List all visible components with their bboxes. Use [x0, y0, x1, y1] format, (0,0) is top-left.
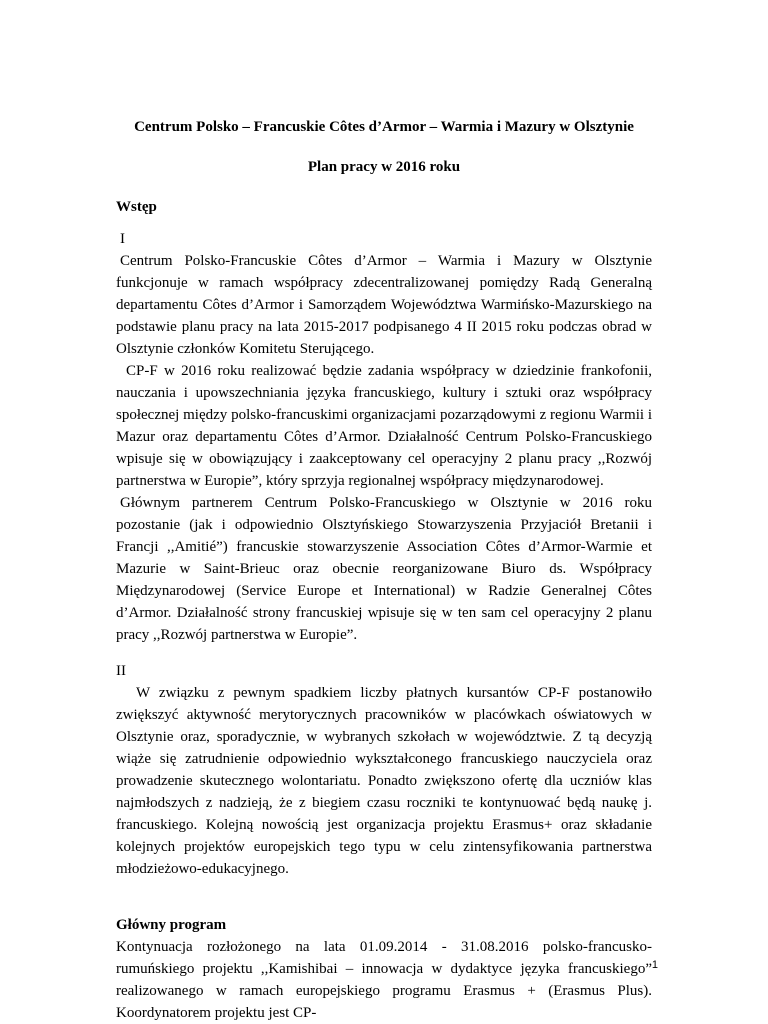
- intro-heading: Wstęp: [116, 199, 157, 215]
- paragraph-intro-1: Centrum Polsko-Francuskie Côtes d’Armor – Warmia i Mazury w Olsztynie funkcjonuje w ramach współpracy zdecentralizowanej pomiędzy Radą Generalną departamentu Côtes d’Armor i Samorządem Województwa Warmińsko-Mazurskiego na podstawie planu pracy na lata 2015-2017 podpisanego 4 II 2015 roku podczas obrad w Olsztynie członków Komitetu Sterującego.: [116, 253, 652, 357]
- paragraph-main-program: Kontynuacja rozłożonego na lata 01.09.2014 - 31.08.2016 polsko-francusko-rumuńskiego projektu ,,Kamishibai – innowacja w dydaktyce języka francuskiego” realizowanego w ramach europejskiego programu Erasmus + (Erasmus Plus). Koordynatorem projektu jest CP-: [116, 939, 652, 1021]
- document-title: Centrum Polsko – Francuskie Côtes d’Armor – Warmia i Mazury w Olsztynie: [134, 119, 634, 135]
- page-number: 1: [651, 959, 658, 971]
- main-program-heading: Główny program: [116, 917, 227, 933]
- paragraph-intro-2: CP-F w 2016 roku realizować będzie zadania współpracy w dziedzinie frankofonii, nauczania i upowszechniania języka francuskiego, kultury i sztuki oraz współpracy społecznej między polsko-francuskimi organizacjami pozarządowymi z regionu Warmii i Mazur oraz departamentu Côtes d’Armor. Działalność Centrum Polsko-Francuskiego wpisuje się w obowiązujący i zaakceptowany cel operacyjny 2 planu pracy ,,Rozwój partnerstwa w Europie”, który sprzyja regionalnej współpracy międzynarodowej.: [116, 363, 652, 489]
- paragraph-section-ii: W związku z pewnym spadkiem liczby płatnych kursantów CP-F postanowiło zwiększyć aktywność merytorycznych pracowników w placówkach oświatowych w Olsztynie oraz, sporadycznie, w wybranych szkołach w województwie. Z tą decyzją wiąże się zatrudnienie odpowiednio wykształconego francuskiego nauczyciela oraz prowadzenie skutecznego wolontariatu. Ponadto zwiększono ofertę dla uczniów klas najmłodszych z nadzieją, że z biegiem czasu roczniki te kontynuować będą naukę j. francuskiego. Kolejną nowością jest organizacja projektu Erasmus+ oraz składanie kolejnych projektów europejskich tego typu w celu zintensyfikowania partnerstwa młodzieżowo-edukacyjnego.: [116, 685, 652, 877]
- document-subtitle: Plan pracy w 2016 roku: [307, 159, 461, 175]
- section-i-label: I: [120, 231, 125, 247]
- document-body: [116, 116, 652, 1024]
- paragraph-intro-3: Głównym partnerem Centrum Polsko-Francuskiego w Olsztynie w 2016 roku pozostanie (jak i odpowiednio Olsztyńskiego Stowarzyszenia Przyjaciół Bretanii i Francji ,,Amitié”) francuskie stowarzyszenie Association Côtes d’Armor-Warmie et Mazurie w Saint-Brieuc oraz obecnie reorganizowane Biuro ds. Współpracy Międzynarodowej (Service Europe et International) w Radzie Generalnej Côtes d’Armor. Działalność strony francuskiej wpisuje się w ten sam cel operacyjny 2 planu pracy ,,Rozwój partnerstwa w Europie”.: [116, 495, 652, 643]
- section-ii-label: II: [116, 663, 126, 679]
